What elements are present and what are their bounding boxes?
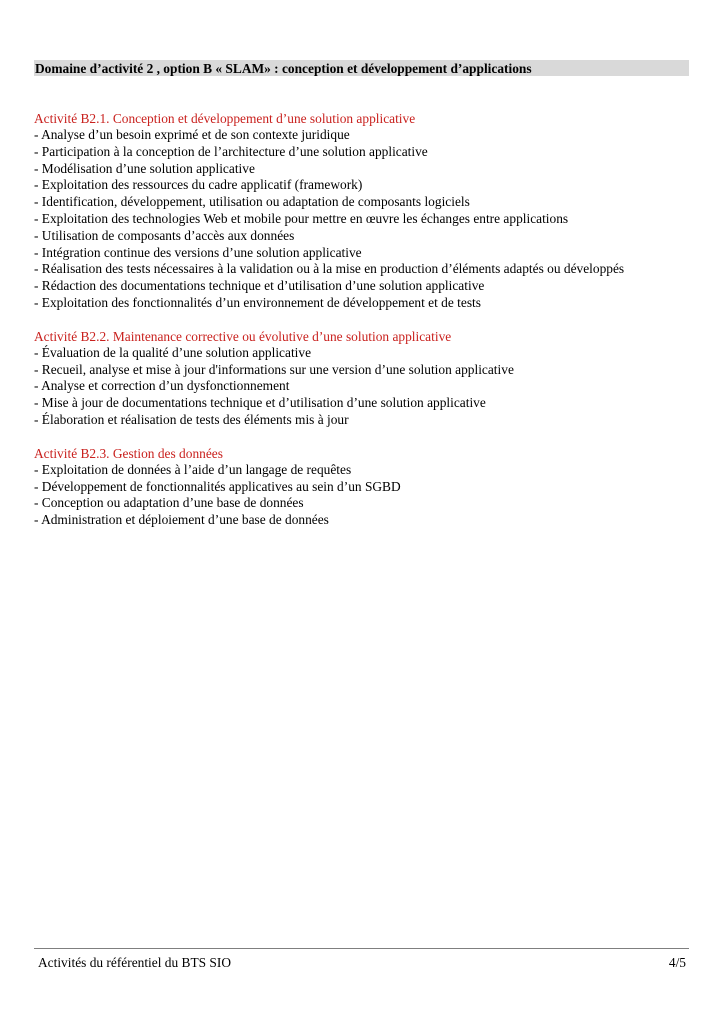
list-item: - Conception ou adaptation d’une base de données xyxy=(34,495,304,511)
section-b2-3 xyxy=(34,445,704,529)
list-item: - Réalisation des tests nécessaires à la validation ou à la mise en production d’éléments adaptés ou développés xyxy=(34,261,625,277)
list-item: - Intégration continue des versions d’une solution applicative xyxy=(34,244,362,260)
activity-content xyxy=(34,110,704,545)
section-title: Activité B2.3. Gestion des données xyxy=(34,445,223,461)
list-item: - Exploitation des fonctionnalités d’un environnement de développement et de tests xyxy=(34,294,481,310)
list-item: - Évaluation de la qualité d’une solution applicative xyxy=(34,344,312,360)
list-item: - Utilisation de composants d’accès aux données xyxy=(34,227,295,243)
list-item: - Exploitation des technologies Web et mobile pour mettre en œuvre les échanges entre applications xyxy=(34,210,569,226)
list-item: - Exploitation des ressources du cadre applicatif (framework) xyxy=(34,177,363,193)
footer-divider xyxy=(34,948,689,949)
domain-header: Domaine d’activité 2 , option B « SLAM» : conception et développement d’applications xyxy=(34,60,689,76)
section-title: Activité B2.2. Maintenance corrective ou évolutive d’une solution applicative xyxy=(34,328,452,344)
list-item: - Rédaction des documentations technique et d’utilisation d’une solution applicative xyxy=(34,278,485,294)
section-title: Activité B2.1. Conception et développement d’une solution applicative xyxy=(34,111,416,126)
list-item: - Développement de fonctionnalités applicatives au sein d’un SGBD xyxy=(34,478,401,494)
footer-title: Activités du référentiel du BTS SIO xyxy=(38,955,232,970)
section-b2-1 xyxy=(34,110,704,312)
list-item: - Identification, développement, utilisation ou adaptation de composants logiciels xyxy=(34,194,470,210)
list-item: - Analyse et correction d’un dysfonctionnement xyxy=(34,378,290,394)
list-item: - Élaboration et réalisation de tests des éléments mis à jour xyxy=(34,411,349,427)
page-number: 4/5 xyxy=(668,955,686,970)
list-item: - Exploitation de données à l’aide d’un langage de requêtes xyxy=(34,461,352,477)
list-item: - Analyse d’un besoin exprimé et de son contexte juridique xyxy=(34,127,350,142)
list-item: - Mise à jour de documentations technique et d’utilisation d’une solution applicative xyxy=(34,395,486,411)
list-item: - Participation à la conception de l’architecture d’une solution applicative xyxy=(34,143,428,159)
list-item: - Administration et déploiement d’une base de données xyxy=(34,512,329,528)
list-item: - Modélisation d’une solution applicative xyxy=(34,160,255,176)
section-b2-2 xyxy=(34,328,704,429)
list-item: - Recueil, analyse et mise à jour d'informations sur une version d’une solution applicative xyxy=(34,361,514,377)
